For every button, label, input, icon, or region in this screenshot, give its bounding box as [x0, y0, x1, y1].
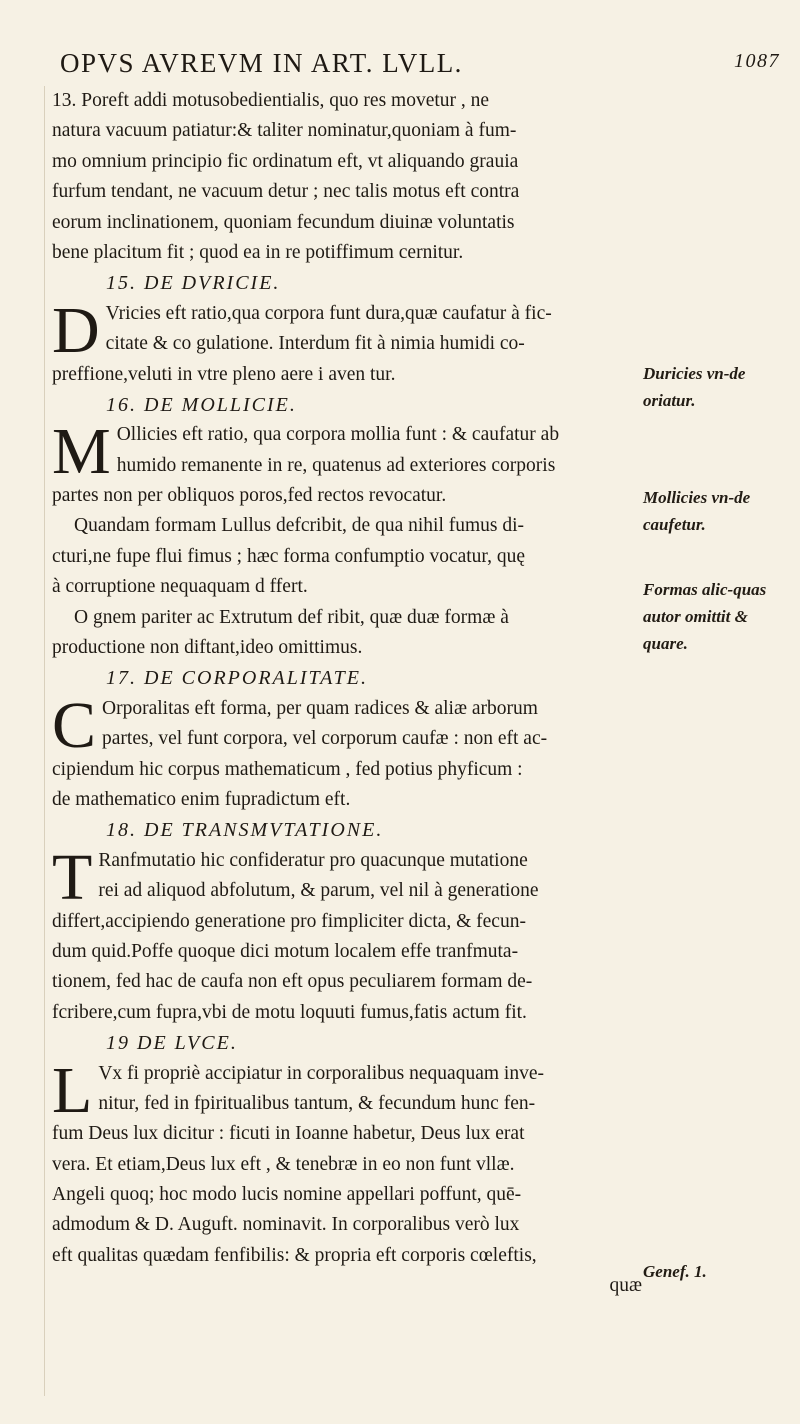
text-line: furfum tendant, ne vacuum detur ; nec talis motus eft contra [52, 181, 520, 203]
drop-capital: T [52, 840, 93, 914]
text-line: rei ad aliquod abfolutum, & parum, vel nil à generatione [98, 880, 539, 902]
section-heading-duricie: 15. DE DVRICIE. [106, 272, 281, 295]
text-line: bene placitum fit ; quod ea in re potiffimum cernitur. [52, 241, 464, 263]
text-line: 13. Poreft addi motusobedientialis, quo res movetur , ne [52, 90, 490, 111]
text-line: Orporalitas eft forma, per quam radices & aliæ arborum [102, 697, 538, 719]
text-line: dum quid.Poffe quoque dici motum localem effe tranfmuta- [52, 940, 519, 962]
text-line: Vricies eft ratio,qua corpora funt dura,quæ caufatur à fic- [105, 302, 552, 324]
page-gutter-shadow [44, 86, 45, 1396]
running-header [60, 48, 780, 82]
paragraph-17 [52, 688, 642, 816]
text-line: Vx fi propriè accipiatur in corporalibus nequaquam inve- [98, 1062, 544, 1084]
text-line: fcribere,cum fupra,vbi de motu loquuti fumus,fatis actum fit. [52, 1001, 527, 1023]
text-line: mo omnium principio fic ordinatum eft, vt aliquando grauia [52, 150, 519, 172]
text-line: Ranfmutatio hic confideratur pro quacunque mutatione [98, 849, 528, 871]
running-title: OPVS AVREVM IN ART. LVLL. [60, 48, 463, 78]
text-line: nitur, fed in fpiritualibus tantum, & fecundum hunc fen- [98, 1092, 536, 1114]
text-line: citate & co gulatione. Interdum fit à nimia humidi co- [105, 333, 525, 355]
paragraph-15 [52, 293, 642, 390]
paragraph-19 [52, 1053, 642, 1302]
drop-capital: M [52, 415, 111, 489]
text-line: de mathematico enim fupradictum eft. [52, 788, 351, 810]
text-line: differt,accipiendo generatione pro fimpliciter dicta, & fecun- [52, 910, 526, 932]
text-line: partes, vel funt corpora, vel corporum caufæ : non eft ac- [102, 728, 548, 750]
section-heading-transmutatione: 18. DE TRANSMVTATIONE. [106, 819, 384, 842]
text-line: Angeli quoq; hoc modo lucis nomine appellari poffunt, quē- [52, 1184, 522, 1206]
paragraph-18 [52, 840, 642, 1028]
text-line: Ollicies eft ratio, qua corpora mollia funt : & caufatur ab [116, 424, 560, 446]
page-number: 1087 [734, 50, 780, 72]
paragraph-13 [52, 86, 642, 268]
margin-note-duricies: Duricies vn-de oriatur. [643, 364, 746, 410]
text-line: eorum inclinationem, quoniam fecundum diuinæ voluntatis [52, 211, 515, 233]
text-line: preffione,veluti in vtre pleno aere i aven tur. [52, 363, 396, 385]
section-heading-corporalitate: 17. DE CORPORALITATE. [106, 667, 368, 690]
text-line: natura vacuum patiatur:& taliter nominatur,quoniam à fum- [52, 120, 517, 142]
text-line: productione non diftant,ideo omittimus. [52, 637, 363, 659]
section-heading-mollicie: 16. DE MOLLICIE. [106, 393, 297, 416]
text-block [52, 86, 642, 1302]
margin-note-formas: Formas alic-quas autor omittit & quare. [643, 580, 767, 653]
text-line: vera. Et etiam,Deus lux eft , & tenebræ in eo non funt vllæ. [52, 1153, 515, 1175]
text-line: cturi,ne fupe flui fimus ; hæc forma confumptio vocatur, quę [52, 545, 526, 567]
text-line: eft qualitas quædam fenfibilis: & propria eft corporis cœleftis, [52, 1244, 537, 1266]
text-line: tionem, fed hac de caufa non eft opus peculiarem formam de- [52, 971, 533, 993]
text-line: partes non per obliquos poros,fed rectos revocatur. [52, 485, 447, 507]
text-line: fum Deus lux dicitur : ficuti in Ioanne habetur, Deus lux erat [52, 1123, 525, 1145]
text-line: Quandam formam Lullus defcribit, de qua nihil fumus di- [74, 515, 525, 537]
drop-capital: C [52, 688, 97, 762]
text-line: cipiendum hic corpus mathematicum , fed potius phyficum : [52, 758, 523, 780]
text-line: admodum & D. Auguft. nominavit. In corporalibus verò lux [52, 1214, 520, 1236]
catchword: quæ [609, 1275, 642, 1297]
margin-note-genesis: Genef. 1. [643, 1262, 707, 1281]
drop-capital: L [52, 1053, 93, 1127]
text-line: à corruptione nequaquam d ffert. [52, 576, 308, 598]
paragraph-16 [52, 415, 642, 663]
text-line: O gnem pariter ac Extrutum def ribit, quæ duæ formæ à [74, 606, 509, 628]
margin-note-mollicies: Mollicies vn-de caufetur. [643, 488, 751, 534]
text-line: humido remanente in re, quatenus ad exteriores corporis [116, 454, 556, 476]
section-heading-luce: 19 DE LVCE. [106, 1032, 238, 1055]
drop-capital: D [52, 293, 100, 367]
